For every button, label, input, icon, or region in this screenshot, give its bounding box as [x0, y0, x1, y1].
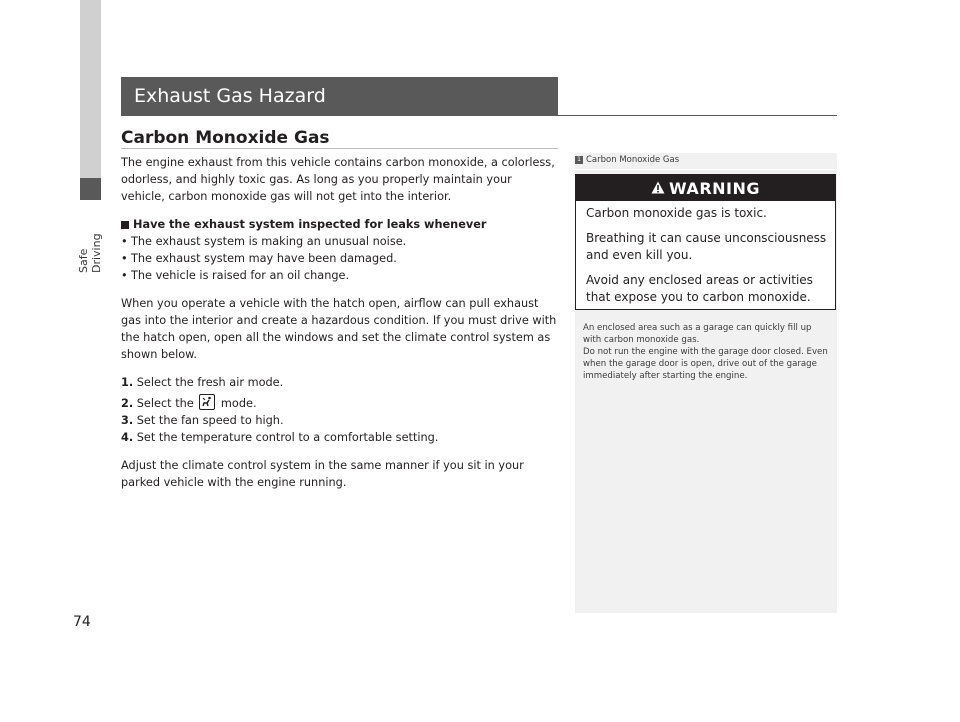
warning-line: Avoid any enclosed areas or activities that expose you to carbon monoxide. — [586, 273, 813, 304]
section-divider — [121, 148, 558, 149]
step-number: 4. — [121, 431, 134, 444]
step-text: Select the fresh air mode. — [136, 376, 284, 389]
section-title: Carbon Monoxide Gas — [121, 128, 330, 148]
step-number: 2. — [121, 397, 134, 410]
step-item — [121, 429, 557, 446]
warning-box — [575, 174, 836, 310]
step-text: Set the temperature control to a comfortable setting. — [136, 431, 439, 444]
inspect-heading-text: Have the exhaust system inspected for leaks whenever — [133, 218, 487, 231]
closing-paragraph: Adjust the climate control system in the same manner if you sit in your parked vehicle with the engine running. — [121, 459, 524, 489]
step-text: Select the — [136, 397, 194, 410]
list-item — [121, 250, 557, 267]
warning-label: WARNING — [669, 178, 760, 198]
sidebar-section-label: Safe Driving — [77, 233, 103, 273]
note-marker-icon: 1 — [575, 156, 583, 164]
note-heading-text: Carbon Monoxide Gas — [586, 155, 680, 165]
warning-banner — [576, 175, 835, 201]
step-item — [121, 412, 557, 429]
note-paragraph: An enclosed area such as a garage can quickly fill up with carbon monoxide gas. — [583, 323, 812, 345]
list-item-text: The vehicle is raised for an oil change. — [131, 269, 350, 282]
bullet-dot-icon: • — [121, 252, 128, 265]
warning-line: Carbon monoxide gas is toxic. — [586, 206, 767, 220]
warning-text — [586, 205, 830, 314]
list-item-text: The exhaust system is making an unusual noise. — [131, 235, 407, 248]
step-item — [121, 394, 557, 412]
step-item — [121, 374, 557, 391]
chapter-title: Exhaust Gas Hazard — [121, 77, 558, 115]
list-item — [121, 267, 557, 284]
inspect-heading — [121, 216, 557, 233]
hatch-paragraph: When you operate a vehicle with the hatch open, airflow can pull exhaust gas into the interior and create a hazardous condition. If you must drive with the hatch open, open all the windows and set the climate control system as shown below. — [121, 297, 557, 361]
intro-paragraph: The engine exhaust from this vehicle contains carbon monoxide, a colorless, odorless, and highly toxic gas. As long as you properly maintain your vehicle, carbon monoxide gas will not get into the interior. — [121, 156, 555, 203]
square-bullet-icon — [121, 221, 129, 229]
main-content — [121, 154, 557, 491]
note-heading — [575, 155, 679, 165]
list-item — [121, 233, 557, 250]
step-number: 1. — [121, 376, 134, 389]
floor-vent-icon — [199, 394, 215, 410]
step-number: 3. — [121, 414, 134, 427]
title-divider — [121, 115, 837, 116]
list-item-text: The exhaust system may have been damaged. — [131, 252, 397, 265]
warning-triangle-icon — [651, 179, 665, 198]
bullet-dot-icon: • — [121, 269, 128, 282]
note-divider — [575, 169, 837, 170]
step-text: Set the fan speed to high. — [136, 414, 284, 427]
sidebar-track — [80, 0, 101, 178]
page-number: 74 — [73, 614, 91, 630]
note-paragraph: Do not run the engine with the garage door closed. Even when the garage door is open, drive out of the garage immediately after starting the engine. — [583, 347, 828, 381]
warning-line: Breathing it can cause unconsciousness and even kill you. — [586, 231, 827, 262]
bullet-dot-icon: • — [121, 235, 128, 248]
note-body — [583, 322, 828, 382]
step-text-suffix: mode. — [220, 397, 257, 410]
sidebar-tab-marker — [80, 178, 101, 200]
